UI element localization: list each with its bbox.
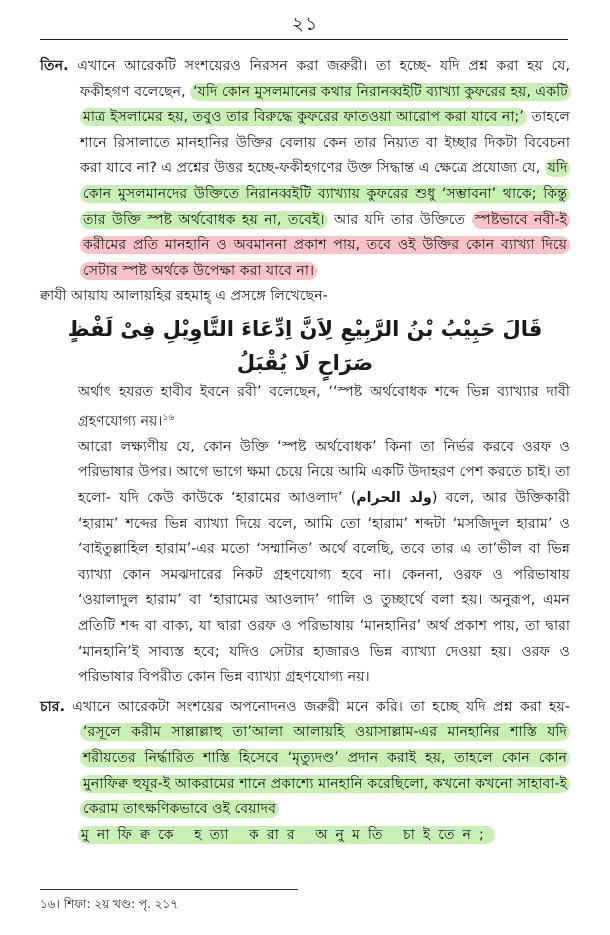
footnote: ১৬। শিফা: ২য় খণ্ড: পৃ. ২১৭ <box>40 897 179 911</box>
footnote-ref: ১৬ <box>162 412 175 423</box>
arabic-quote: قَالَ حَبِیْبُ بْنُ الرَّبِیْعِ لِاَنَّ اِدِّعَاءَ التَّاوِیْلِ فِیْ لَفْظٍ صَرَاحٍ لَا یُقْبَلُ <box>67 316 543 375</box>
section-four-last-line-wrap <box>40 823 570 849</box>
translation-paragraph <box>40 380 570 435</box>
arabic-inline: ولد الحرام <box>356 490 432 507</box>
page-body <box>40 54 570 848</box>
section-three-label: তিন. <box>40 58 69 74</box>
highlight-pink: স্পষ্টভাবে নবী-ই করীমের প্রতি মানহানি ও অবমাননা প্রকাশ পায়, তবে ওই উক্তির কোন ব্যাখ্যা দিয়ে সেটার স্পষ্ট অর্থকে উপেক্ষা করা যাবে না। <box>80 211 570 280</box>
page-number: ২১ <box>291 13 319 35</box>
section-four-intro: এখানে আরেকটা সংশয়ের অপনোদনও জরুরী মনে করি। তা হচ্ছে যদি প্রশ্ন করা হয়- <box>64 698 570 715</box>
section-three-paragraph <box>40 54 570 284</box>
highlight-green-2: যদি কোন মুসলমানদের উক্তিতে নিরানব্বইটি ব্যাখ্যায় কুফরের শুধু ‘সম্ভাবনা’ থাকে; কিন্তু তার উক্তি স্পষ্ট অর্থবোধক হয় না, তবেই। <box>80 159 570 228</box>
footnote-rule <box>40 889 298 890</box>
header-rule <box>40 39 568 40</box>
qazi-line: ক্বাযী আয়ায আলায়হির রহমাহ্ এ প্রসঙ্গে লিখেছেন- <box>40 288 328 305</box>
qazi-line-wrap <box>40 284 570 310</box>
highlight-green-1: ‘যদি কোন মুসলমানের কথার নিরানব্বইটি ব্যাখ্যা কুফরের হয়, একটি মাত্র ইসলামের হয়, তবুও তার বিরুদ্ধে কুফরের ফাতওয়া আরোপ করা যাবে না;’ <box>80 83 571 127</box>
section-four-label: চার. <box>40 698 65 715</box>
translation-text: অর্থাৎ হযরত হাবীব ইবনে রবী’ বলেছেন, ‘‘স্পষ্ট অর্থবোধক শব্দে ভিন্ন ব্যাখ্যার দাবী গ্রহণযোগ্য নয়। <box>78 383 570 430</box>
section-four-paragraph <box>40 695 570 823</box>
section-three-mid: তাহলে শানে রিসালাতে মানহানির উক্তির বেলায় কেন তার নিয়্যত বা ইচ্ছার দিকটা বিবেচনা করা যাবে না? এ প্রশ্নের উত্তর হচ্ছে-ফকীহগণের উক্ত সিদ্ধান্ত এ ক্ষেত্রে প্রযোজ্য যে, <box>80 109 570 177</box>
example-text-b: ) বলে, আর উক্তিকারী ‘হারাম’ শব্দের ভিন্ন ব্যাখ্যা দিয়ে বলে, আমি তো ‘হারাম’ শব্দটা ‘মসজিদুল হারাম’ ও ‘বাইতুল্লাহিল হারাম’-এর মতো ‘সম্মানিত’ অর্থে বলেছি, তবে তার এ তা’ভীল বা ভিন্ন ব্যাখ্যা কোন সমঝদারের নিকট গ্রহণযোগ্য হবে না। কেননা, ওরফ ও পরিভাষায় ‘ওয়ালাদুল হারাম’ বা ‘হারামের আওলাদ’ গালি ও তুচ্ছার্থে বলা হয়। অনুরূপ, এমন প্রতিটি শব্দ বা বাক্য, যা দ্বারা ওরফ ও পরিভাষায় ‘মানহানির’ অর্থ প্রকাশ পায়, তা দ্বারা ‘মানহানি’ই সাব্যস্ত হবে; যদিও সেটার হাজারও ভিন্ন ব্যাখ্যা দেওয়া হয়। ওরফ ও পরিভাষার বিপরীত কোন ভিন্ন ব্যাখ্যা গ্রহণযোগ্য নয়। <box>78 490 570 686</box>
example-paragraph <box>40 435 570 691</box>
section-four-last-line: মুনাফিক্বকে হত্যা করার অনুমতি চাইতেন; <box>78 826 495 844</box>
highlight-green-3: ‘রসূলে করীম সাল্লাল্লাহু তা’আলা আলায়হি ওয়াসাল্লাম-এর মানহানির শাস্তি যদি শরীয়তের নির্দ্ধারিত শাস্তি হিসেবে ‘মৃত্যুদণ্ড’ প্রদান করাই হয়, তাহলে কোন কোন মুনাফিক্ব হুযূর-ই আকরামের শানে প্রকাশ্যে মানহানি করেছিলো, কখনো কখনো সাহাবা-ই কেরাম তাৎক্ষণিকভাবে ওই বেয়াদব <box>80 723 570 818</box>
example-text-a: আরো লক্ষ্যণীয় যে, কোন উক্তি ‘স্পষ্ট অর্থবোধক’ কিনা তা নির্ভর করবে ওরফ ও পরিভাষার উপর। আগে ভাগে ক্ষমা চেয়ে নিয়ে আমি একটি উদাহরণ পেশ করতে চাই। তা হলো- যদি কেউ কাউকে ‘হারামের আওলাদ’ ( <box>78 438 570 507</box>
section-three-intro: এখানে আরেকটি সংশয়েরও নিরসন করা জরুরী। তা হচ্ছে- যদি প্রশ্ন করা হয় যে, ফকীহগণ বলেছেন, <box>68 58 570 100</box>
section-three-pre-pink: আর যদি তার উক্তিতে <box>327 211 472 228</box>
